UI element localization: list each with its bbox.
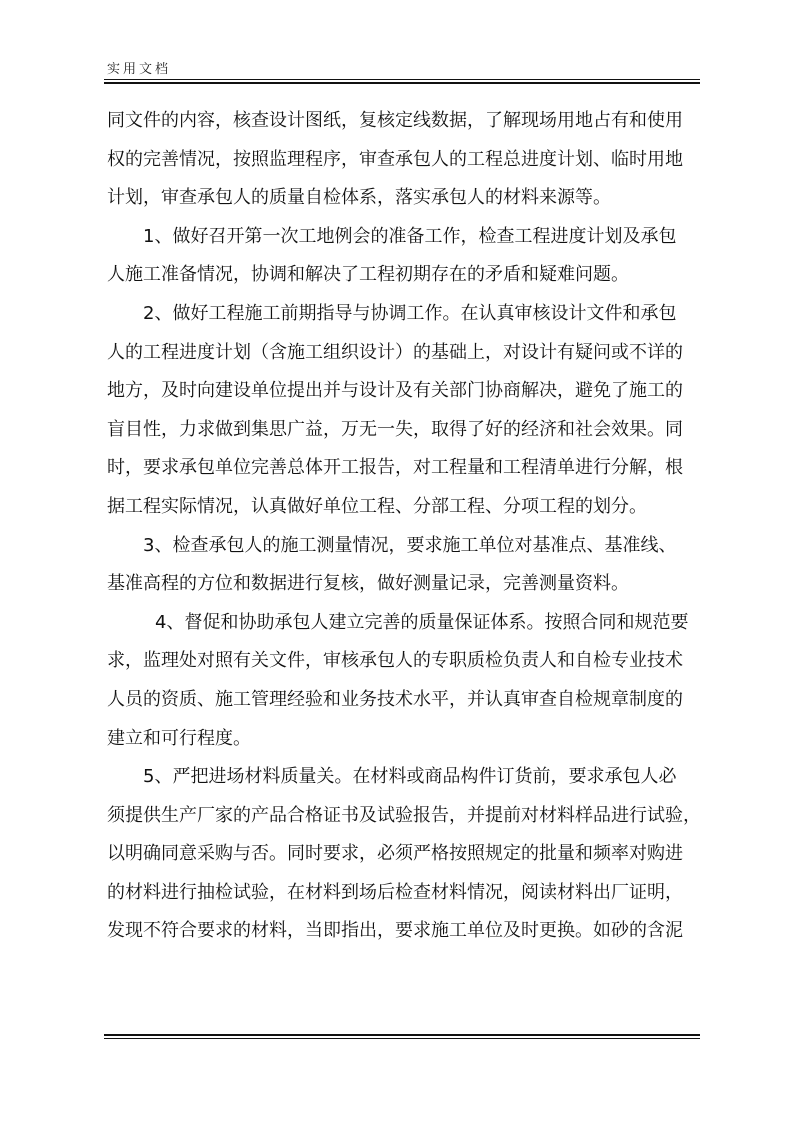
text-line: 时，要求承包单位完善总体开工报告，对工程量和工程清单进行分解，根 xyxy=(107,457,683,479)
text-line: 4、督促和协助承包人建立完善的质量保证体系。按照合同和规范要 xyxy=(155,611,689,633)
text-line: 人员的资质、施工管理经验和业务技术水平，并认真审查自检规章制度的 xyxy=(107,688,683,710)
footer-rule-thick xyxy=(104,1034,700,1036)
text-line: 盲目性，力求做到集思广益，万无一失，取得了好的经济和社会效果。同 xyxy=(107,418,683,440)
text-line: 基准高程的方位和数据进行复核，做好测量记录，完善测量资料。 xyxy=(107,573,629,595)
header-rule-thick xyxy=(104,82,700,84)
header-label: 实用文档 xyxy=(107,62,172,77)
text-line: 5、严把进场材料质量关。在材料或商品构件订货前，要求承包人必 xyxy=(143,766,677,788)
text-line: 计划，审查承包人的质量自检体系，落实承包人的材料来源等。 xyxy=(107,187,611,209)
text-line: 2、做好工程施工前期指导与协调工作。在认真审核设计文件和承包 xyxy=(143,302,677,324)
text-line: 发现不符合要求的材料，当即指出，要求施工单位及时更换。如砂的含泥 xyxy=(107,920,683,942)
text-line: 3、检查承包人的施工测量情况，要求施工单位对基准点、基准线、 xyxy=(143,534,677,556)
text-line: 建立和可行程度。 xyxy=(107,727,251,749)
text-line: 求，监理处对照有关文件，审核承包人的专职质检负责人和自检专业技术 xyxy=(107,650,683,672)
text-line: 1、做好召开第一次工地例会的准备工作，检查工程进度计划及承包 xyxy=(143,225,677,247)
text-line: 人施工准备情况，协调和解决了工程初期存在的矛盾和疑难问题。 xyxy=(107,264,629,286)
text-line: 同文件的内容，核查设计图纸，复核定线数据，了解现场用地占有和使用 xyxy=(107,110,683,131)
footer-rule-thin xyxy=(104,1038,700,1039)
text-line: 据工程实际情况，认真做好单位工程、分部工程、分项工程的划分。 xyxy=(107,495,647,517)
text-line: 权的完善情况，按照监理程序，审查承包人的工程总进度计划、临时用地 xyxy=(107,148,683,170)
text-line: 地方，及时向建设单位提出并与设计及有关部门协商解决，避免了施工的 xyxy=(107,380,683,402)
text-line: 的材料进行抽检试验，在材料到场后检查材料情况，阅读材料出厂证明， xyxy=(107,881,683,903)
text-line: 须提供生产厂家的产品合格证书及试验报告，并提前对材料样品进行试验， xyxy=(107,804,701,826)
text-line: 人的工程进度计划（含施工组织设计）的基础上，对设计有疑问或不详的 xyxy=(107,341,683,363)
text-line: 以明确同意采购与否。同时要求，必须严格按照规定的批量和频率对购进 xyxy=(107,843,683,865)
document-body xyxy=(107,102,707,951)
header-rule-thin xyxy=(104,79,700,80)
